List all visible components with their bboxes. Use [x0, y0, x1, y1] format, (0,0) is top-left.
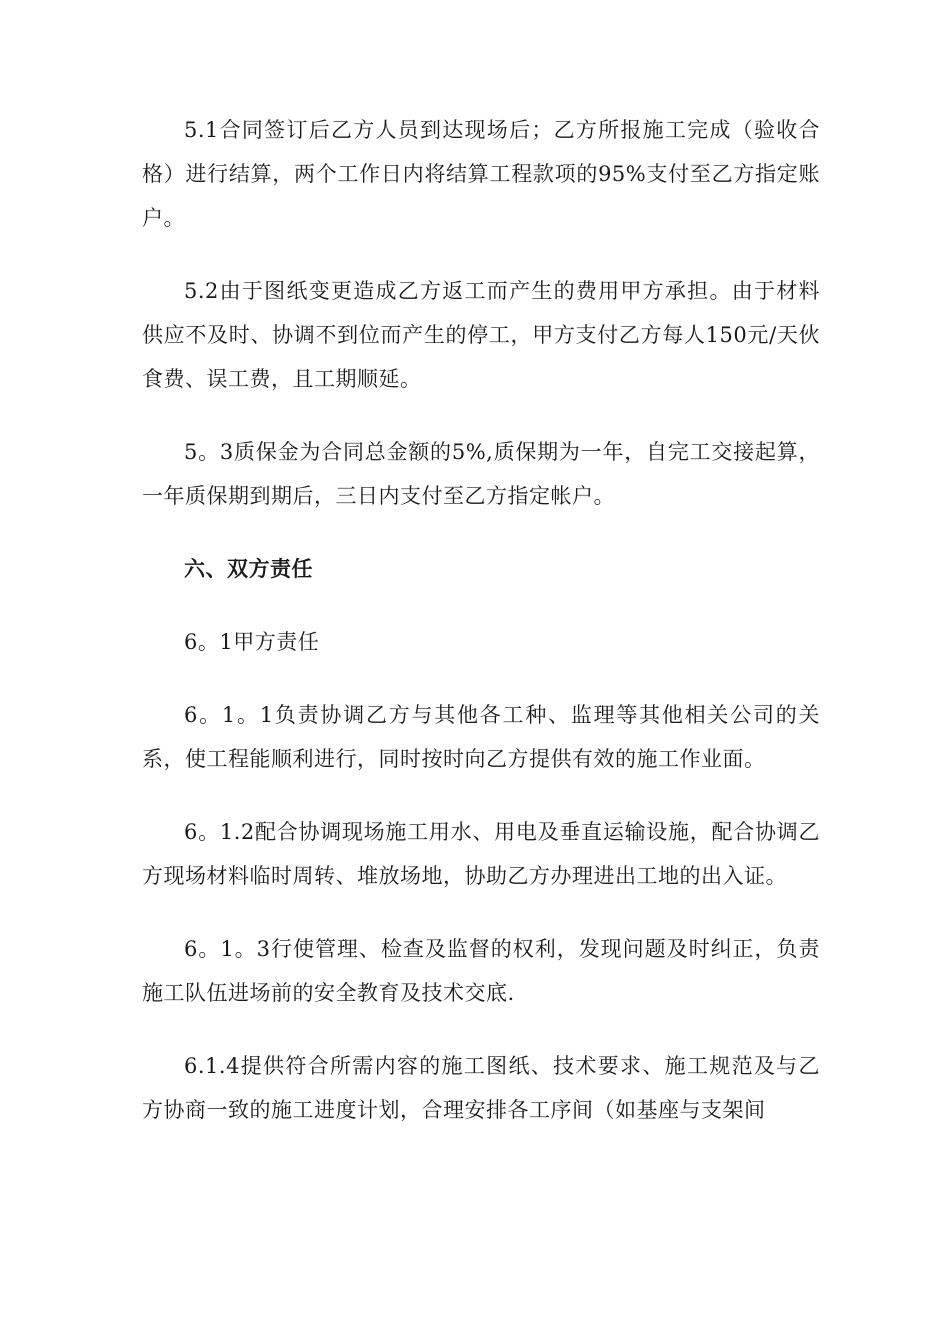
document-body	[142, 108, 820, 1161]
clause-5-1: 5.1合同签订后乙方人员到达现场后；乙方所报施工完成（验收合格）进行结算，两个工作日内将结算工程款项的95%支付至乙方指定账户。	[142, 118, 820, 230]
section-heading-responsibilities: 六、双方责任	[184, 556, 313, 581]
clause-6-1-4: 6.1.4提供符合所需内容的施工图纸、技术要求、施工规范及与乙方协商一致的施工进度计划，合理安排各工序间（如基座与支架间	[142, 1054, 820, 1122]
clause-5-3: 5。3质保金为合同总金额的5%,质保期为一年，自完工交接起算，一年质保期到期后，三日内支付至乙方指定帐户。	[142, 440, 820, 508]
clause-5-2: 5.2由于图纸变更造成乙方返工而产生的费用甲方承担。由于材料供应不及时、协调不到位而产生的停工，甲方支付乙方每人150元/天伙食费、误工费，且工期顺延。	[142, 279, 820, 391]
clause-6-1-2: 6。1.2配合协调现场施工用水、用电及垂直运输设施，配合协调乙方现场材料临时周转、堆放场地，协助乙方办理进出工地的出入证。	[142, 820, 820, 888]
clause-6-1-3: 6。1。3行使管理、检查及监督的权利，发现问题及时纠正，负责施工队伍进场前的安全教育及技术交底.	[142, 937, 820, 1005]
clause-6-1-1: 6。1。1负责协调乙方与其他各工种、监理等其他相关公司的关系，使工程能顺利进行，同时按时向乙方提供有效的施工作业面。	[142, 703, 820, 771]
subsection-6-1: 6。1甲方责任	[184, 630, 320, 654]
